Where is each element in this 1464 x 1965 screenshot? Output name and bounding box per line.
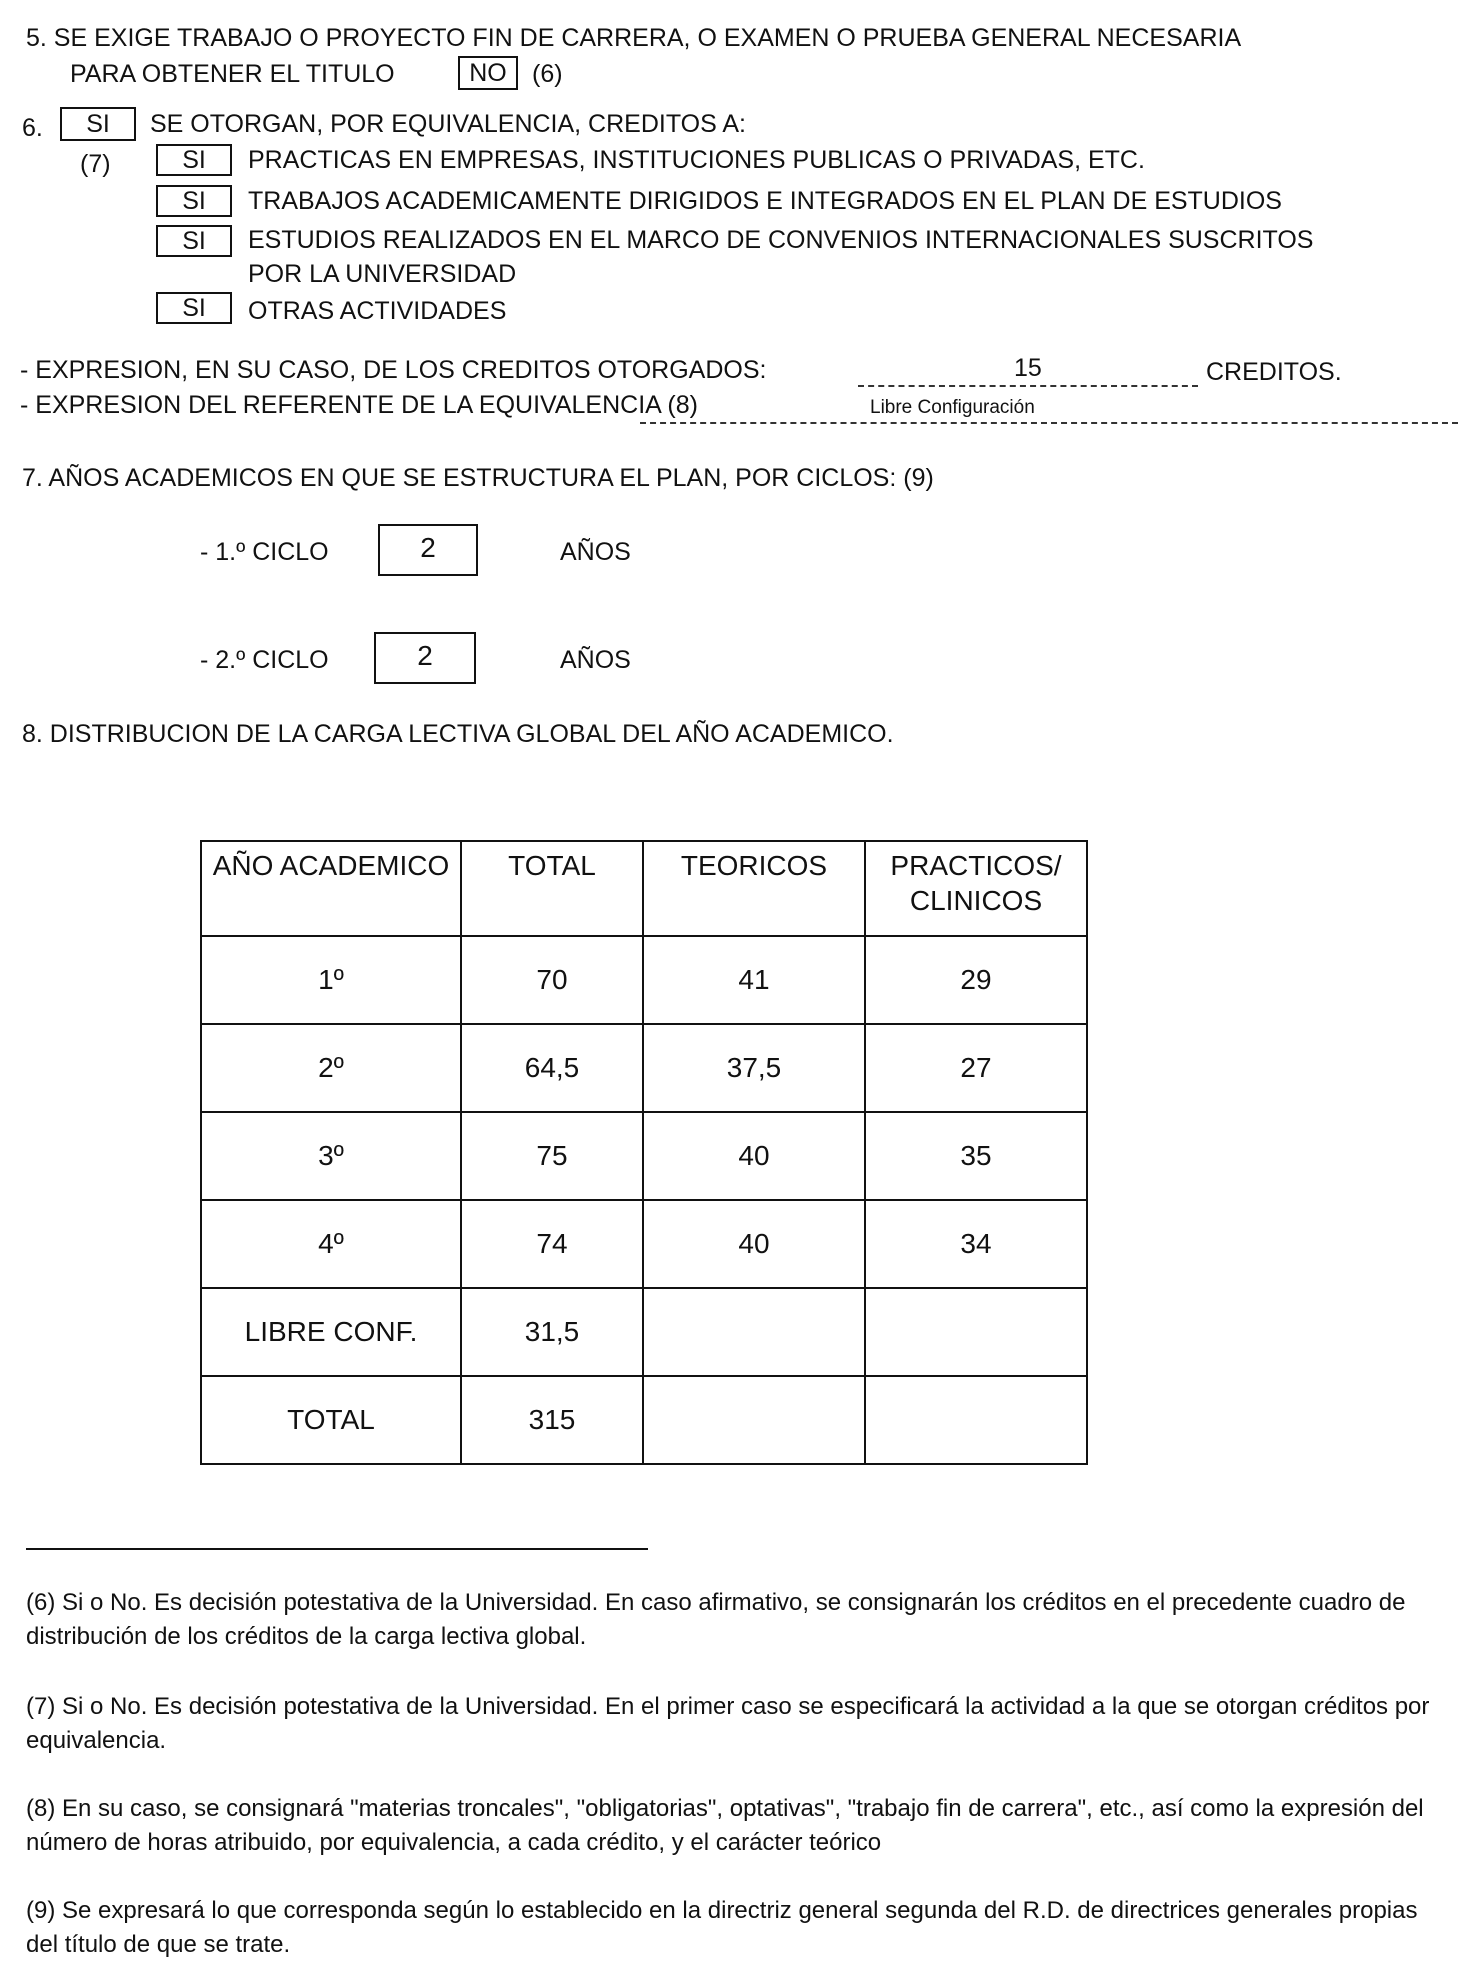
option-practicas-label: PRACTICAS EN EMPRESAS, INSTITUCIONES PUBLICAS O PRIVADAS, ETC. [248,146,1145,174]
referent-label: - EXPRESION DEL REFERENTE DE LA EQUIVALENCIA (8) [20,391,698,419]
cell-teoricos: 40 [643,1112,865,1200]
cell-total: 75 [461,1112,643,1200]
item8-title: 8. DISTRIBUCION DE LA CARGA LECTIVA GLOBAL DEL AÑO ACADEMICO. [22,720,894,748]
cell-practicos [865,1376,1087,1464]
cycle2-label: - 2.º CICLO [200,646,329,674]
cell-year: 4º [201,1200,461,1288]
item5-question-line2: PARA OBTENER EL TITULO [70,60,395,88]
footnote-8: (8) En su caso, se consignará "materias troncales", "obligatorias", optativas", "trabajo fin de carrera", etc., así como la expresión del número de horas atribuido, por equivalencia, a cada crédito, y el carácter teórico [26,1795,1424,1857]
cell-teoricos [643,1288,865,1376]
header-practicos-line2: CLINICOS [909,885,1043,916]
cycle2-years-box: 2 [374,632,476,684]
academic-load-table [200,840,1088,1465]
footnote-9: (9) Se expresará lo que corresponda según lo establecido en la directriz general segunda del R.D. de directrices generales propias del título de que se trate. [26,1897,1418,1959]
option-otras-label: OTRAS ACTIVIDADES [248,297,507,325]
cell-practicos: 27 [865,1024,1087,1112]
credits-label: - EXPRESION, EN SU CASO, DE LOS CREDITOS OTORGADOS: [20,356,767,384]
cell-teoricos [643,1376,865,1464]
cell-teoricos: 41 [643,936,865,1024]
option-otras-box: SI [156,292,232,324]
table-row [201,1024,1087,1112]
option-estudios-label-line1: ESTUDIOS REALIZADOS EN EL MARCO DE CONVENIOS INTERNACIONALES SUSCRITOS [248,226,1314,254]
item6-number: 6. [22,114,43,142]
cell-practicos: 35 [865,1112,1087,1200]
footnote-separator [26,1548,648,1550]
cell-practicos: 29 [865,936,1087,1024]
cell-total: 70 [461,936,643,1024]
cell-teoricos: 37,5 [643,1024,865,1112]
table-row [201,1288,1087,1376]
cell-year: 2º [201,1024,461,1112]
credits-unit: CREDITOS. [1206,358,1342,386]
footnote-6: (6) Si o No. Es decisión potestativa de la Universidad. En caso afirmativo, se consignarán los créditos en el precedente cuadro de distribución de los créditos de la carga lectiva global. [26,1589,1406,1651]
item5-question-line1: 5. SE EXIGE TRABAJO O PROYECTO FIN DE CARRERA, O EXAMEN O PRUEBA GENERAL NECESARIA [26,24,1242,52]
header-total: TOTAL [461,841,643,936]
credits-dotted-line [858,385,1198,387]
item6-question: SE OTORGAN, POR EQUIVALENCIA, CREDITOS A: [150,110,746,138]
cell-year: 3º [201,1112,461,1200]
cell-total: 64,5 [461,1024,643,1112]
item6-footnote-ref: (7) [80,150,111,178]
item5-footnote-ref: (6) [532,60,563,88]
footnote-7: (7) Si o No. Es decisión potestativa de la Universidad. En el primer caso se especificará la actividad a la que se otorgan créditos por equivalencia. [26,1693,1430,1755]
cell-total: 315 [461,1376,643,1464]
table-row [201,1200,1087,1288]
table-row [201,936,1087,1024]
cycle1-label: - 1.º CICLO [200,538,329,566]
cycle1-years-box: 2 [378,524,478,576]
cell-practicos [865,1288,1087,1376]
option-practicas-box: SI [156,144,232,176]
header-practicos [865,841,1087,936]
referent-value: Libre Configuración [870,397,1035,418]
cell-teoricos: 40 [643,1200,865,1288]
item5-answer-box: NO [458,56,518,90]
table-row [201,1112,1087,1200]
option-estudios-label-line2: POR LA UNIVERSIDAD [248,260,517,288]
cycle2-unit: AÑOS [560,646,631,674]
option-estudios-box: SI [156,225,232,257]
cell-practicos: 34 [865,1200,1087,1288]
item7-title: 7. AÑOS ACADEMICOS EN QUE SE ESTRUCTURA EL PLAN, POR CICLOS: (9) [22,464,934,492]
header-teoricos: TEORICOS [643,841,865,936]
cell-year: LIBRE CONF. [201,1288,461,1376]
cell-year: 1º [201,936,461,1024]
referent-dotted-line [640,422,1458,424]
header-ano-academico: AÑO ACADEMICO [201,841,461,936]
cycle1-unit: AÑOS [560,538,631,566]
cell-total: 74 [461,1200,643,1288]
cell-year: TOTAL [201,1376,461,1464]
header-practicos-line1: PRACTICOS/ [890,850,1062,881]
cell-total: 31,5 [461,1288,643,1376]
option-trabajos-label: TRABAJOS ACADEMICAMENTE DIRIGIDOS E INTEGRADOS EN EL PLAN DE ESTUDIOS [248,187,1282,215]
table-row [201,1376,1087,1464]
table-header-row [201,841,1087,936]
item6-answer-box: SI [60,107,136,141]
option-trabajos-box: SI [156,185,232,217]
credits-value: 15 [1014,354,1042,382]
